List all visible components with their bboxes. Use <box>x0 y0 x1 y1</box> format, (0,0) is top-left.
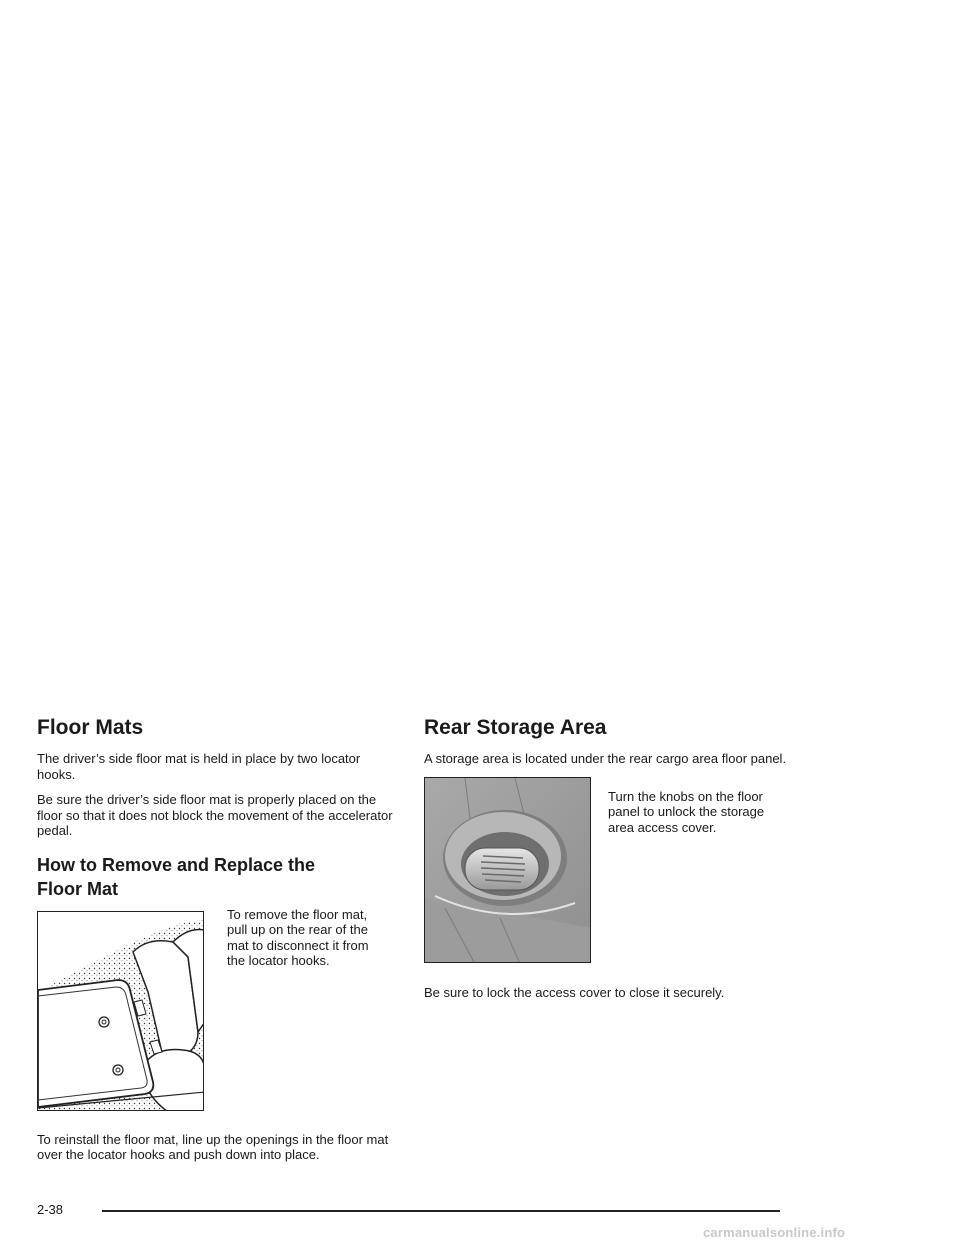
floor-mat-illustration <box>37 911 204 1111</box>
rear-storage-section <box>424 715 794 1010</box>
rear-storage-para-1: A storage area is located under the rear cargo area floor panel. <box>424 751 787 766</box>
floor-mat-figure-row <box>37 907 397 1112</box>
storage-figure-row <box>424 777 794 965</box>
floor-mats-heading: Floor Mats <box>37 716 144 739</box>
storage-knob-photo <box>424 777 591 963</box>
rear-storage-para-2: Be sure to lock the access cover to close it securely. <box>424 984 725 1000</box>
floor-mats-para-3: To reinstall the floor mat, line up the openings in the floor mat over the locator hooks and push down into place. <box>37 1131 389 1162</box>
watermark: carmanualsonline.info <box>703 1225 846 1240</box>
storage-caption: Turn the knobs on the floor panel to unlock the storage area access cover. <box>608 788 765 835</box>
floor-mats-section <box>37 715 397 1173</box>
footer-rule <box>102 1210 780 1212</box>
remove-replace-subheading: How to Remove and Replace the Floor Mat <box>37 854 316 899</box>
floor-mat-drawing <box>38 912 204 1111</box>
floor-mats-para-2: Be sure the driver’s side floor mat is properly placed on the floor so that it does not block the movement of the accelerator pedal. <box>37 792 393 838</box>
rear-storage-heading: Rear Storage Area <box>424 716 607 739</box>
floor-mat-caption: To remove the floor mat, pull up on the rear of the mat to disconnect it from the locator hooks. <box>227 906 369 968</box>
floor-mats-para-1: The driver’s side floor mat is held in place by two locator hooks. <box>37 751 361 782</box>
page-number: 2-38 <box>37 1202 64 1217</box>
storage-knob-drawing <box>425 778 591 963</box>
